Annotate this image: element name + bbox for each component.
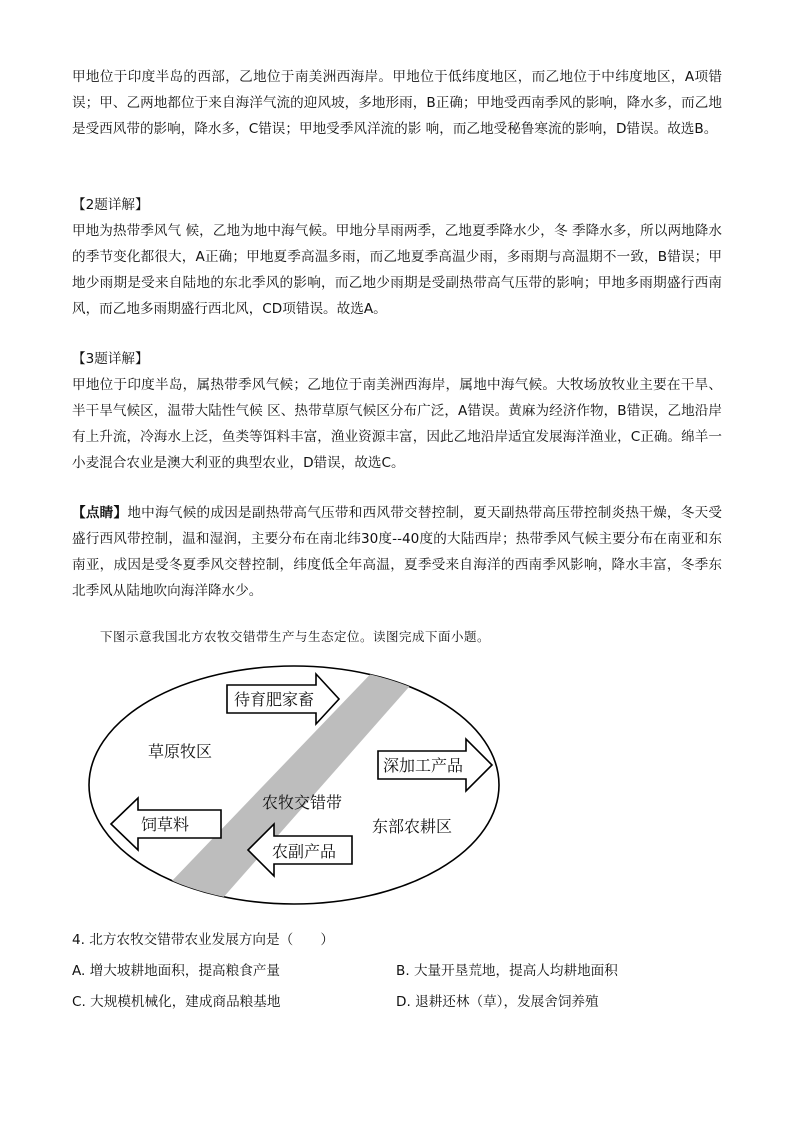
pasture-zone-label: 草原牧区: [148, 742, 213, 761]
option-b: B. 大量开垦荒地，提高人均耕地面积: [396, 963, 618, 979]
option-c: C. 大规模机械化，建成商品粮基地: [72, 994, 281, 1010]
arrow-byproducts-label: 农副产品: [272, 842, 337, 861]
arrow-fodder-label: 饲草料: [141, 815, 190, 834]
arrow-livestock-label: 待育肥家畜: [234, 690, 315, 709]
key-point-text: 地中海气候的成因是副热带高气压带和西风带交替控制，夏天副热带高压带控制炎热干燥，冬天受盛行西风带控制，温和湿润，主要分布在南北纬30度--40度的大陆西岸；热带季风气候主要分布在南亚和东南亚，成因是受冬夏季风交替控制，纬度低全年高温，夏季受来自海洋的西南季风影响，降水丰富，冬季东北季风从陆地吹向海洋降水少。: [72, 505, 723, 599]
ecotone-label: 农牧交错带: [262, 793, 343, 812]
farming-pastoral-diagram: [86, 662, 502, 908]
arrow-processed-label: 深加工产品: [383, 756, 464, 775]
farming-zone-label: 东部农耕区: [372, 817, 453, 836]
diagram-intro: 下图示意我国北方农牧交错带生产与生态定位。读图完成下面小题。: [100, 629, 491, 644]
key-point-paragraph: [72, 500, 722, 604]
option-d: D. 退耕还林（草），发展舍饲养殖: [396, 994, 599, 1010]
heading-question-3: 【3题详解】: [72, 351, 149, 367]
key-point-label: 【点睛】: [72, 505, 128, 521]
answer-1-explanation: 甲地位于印度半岛的西部，乙地位于南美洲西海岸。甲地位于低纬度地区，而乙地位于中纬度地区，A项错误；甲、乙两地都位于来自海洋气流的迎风坡，多地形雨，B正确；甲地受西南季风的影响，降水多，而乙地是受西风带的影响，降水多，C错误；甲地受季风洋流的影 响，而乙地受秘鲁寒流的影响，D错误。故选B。: [72, 69, 722, 137]
option-a: A. 增大坡耕地面积，提高粮食产量: [72, 963, 281, 979]
question-4-stem: 4. 北方农牧交错带农业发展方向是（ ）: [72, 932, 334, 948]
answer-3-explanation: 甲地位于印度半岛，属热带季风气候；乙地位于南美洲西海岸，属地中海气候。大牧场放牧业主要在干旱、半干旱气候区，温带大陆性气候 区、热带草原气候区分布广泛，A错误。黄麻为经济作物，B错误，乙地沿岸有上升流，冷海水上泛，鱼类等饵料丰富，渔业资源丰富，因此乙地沿岸适宜发展海洋渔业，C正确。绵羊一小麦混合农业是澳大利亚的典型农业，D错误，故选C。: [72, 377, 722, 471]
answer-2-explanation: 甲地为热带季风气 候，乙地为地中海气候。甲地分旱雨两季，乙地夏季降水少，冬 季降水多，所以两地降水的季节变化都很大，A正确；甲地夏季高温多雨，而乙地夏季高温少雨，多雨期与高温期不一致，B错误；甲地少雨期是受来自陆地的东北季风的影响，而乙地少雨期是受副热带高气压带的影响；甲地多雨期盛行西南风，而乙地多雨期盛行西北风，CD项错误。故选A。: [72, 223, 722, 317]
heading-question-2: 【2题详解】: [72, 197, 149, 213]
